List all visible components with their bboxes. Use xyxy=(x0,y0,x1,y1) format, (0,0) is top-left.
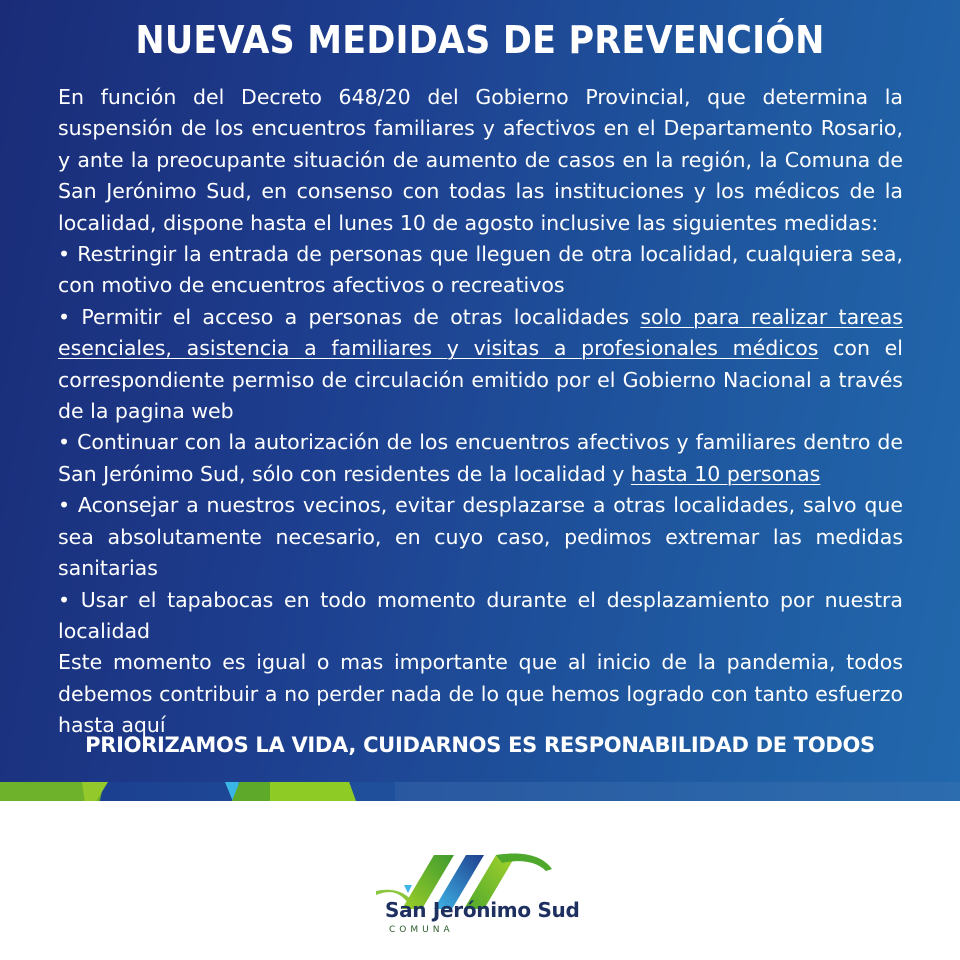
measure-item xyxy=(58,585,903,648)
measure-underlined-text: hasta 10 personas xyxy=(630,461,821,486)
stripe-shade-segment xyxy=(395,782,960,801)
measure-underlined-text: solo para realizar tareas esenciales, asistencia a familiares y visitas a profesionales médicos xyxy=(58,304,903,361)
stripe-lightgreen-wedge xyxy=(82,782,108,801)
closing-slogan: PRIORIZAMOS LA VIDA, CUIDARNOS ES RESPONABILIDAD DE TODOS xyxy=(85,733,875,757)
intro-paragraph: En función del Decreto 648/20 del Gobierno Provincial, que determina la suspensión de los encuentros familiares y afectivos en el Departamento Rosario, y ante la preocupante situación de aumento de casos en la región, la Comuna de San Jerónimo Sud, en consenso con todas las instituciones y los médicos de la localidad, dispone hasta el lunes 10 de agosto inclusive las siguientes medidas: xyxy=(58,85,903,235)
bullet: • xyxy=(58,430,71,455)
decorative-stripe xyxy=(0,782,960,801)
outro-paragraph: Este momento es igual o mas importante que al inicio de la pandemia, todos debemos contribuir a no perder nada de lo que hemos logrado con tanto esfuerzo hasta aquí xyxy=(58,650,903,738)
measure-text: Continuar con la autorización de los encuentros afectivos y familiares dentro de San Jerónimo Sud, sólo con residentes de la localidad y xyxy=(58,430,903,486)
bullet: • xyxy=(58,242,71,267)
measure-text: Usar el tapabocas en todo momento durante el desplazamiento por nuestra localidad xyxy=(58,587,903,643)
measure-text: con el correspondiente permiso de circulación emitido por el Gobierno Nacional a través de la pagina web xyxy=(58,336,903,424)
bullet: • xyxy=(58,493,71,518)
measure-text: Permitir el acceso a personas de otras localidades xyxy=(81,304,641,329)
bullet: • xyxy=(58,587,71,612)
measure-item xyxy=(58,427,903,490)
measure-item xyxy=(58,302,903,428)
logo-name: San Jerónimo Sud xyxy=(385,898,580,922)
measure-text: Aconsejar a nuestros vecinos, evitar desplazarse a otras localidades, salvo que sea absolutamente necesario, en cuyo caso, pedimos extremar las medidas sanitarias xyxy=(58,493,903,581)
stripe-lightgreen-segment xyxy=(270,782,356,801)
measure-text: Restringir la entrada de personas que lleguen de otra localidad, cualquiera sea, con motivo de encuentros afectivos o recreativos xyxy=(58,242,903,298)
measure-item xyxy=(58,239,903,302)
measure-item xyxy=(58,490,903,584)
logo-subtitle: COMUNA xyxy=(389,925,454,935)
poster-title: NUEVAS MEDIDAS DE PREVENCIÓN xyxy=(135,18,825,62)
bullet: • xyxy=(58,304,71,329)
poster-body xyxy=(58,82,903,742)
